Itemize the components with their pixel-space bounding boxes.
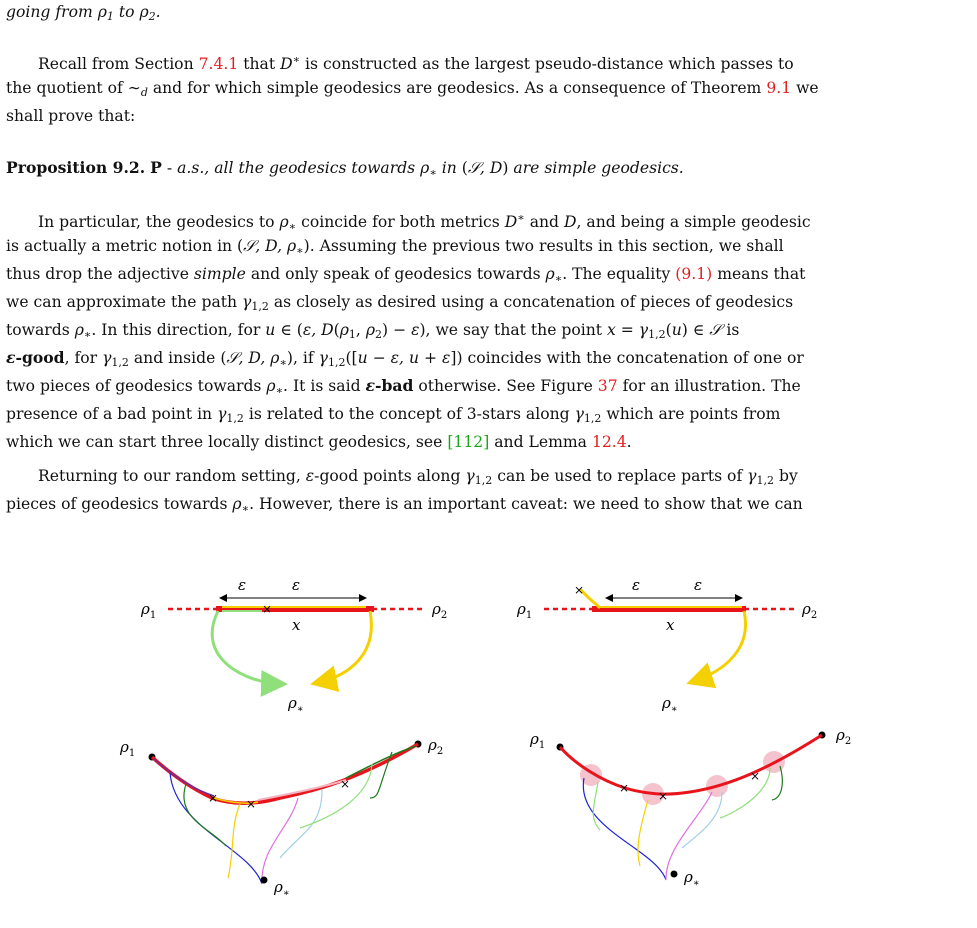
proposition-9-2: Proposition 9.2. P - a.s., all the geodesics towards $\rho_∗$ in (𝒮, D) are simple geodesics.: [6, 158, 684, 179]
geodesic-yellow-b: [692, 611, 746, 682]
label-rho-star-d: $\rho_∗$: [684, 868, 700, 889]
text-line-11: ε-good, for $\gamma_{1,2}$ and inside (𝒮, D, $\rho_∗$), if $\gamma_{1,2}([u - \varepsilon$, u + ε]) coincides with the concatenation of one or: [6, 348, 804, 369]
panel-bad-point: [516, 576, 817, 715]
text-line-14: which we can start three locally distinct geodesics, see [112] and Lemma 12.4.: [6, 433, 632, 451]
cross-x-a: ×: [262, 602, 273, 616]
label-rho2-c: $\rho_2$: [428, 736, 444, 757]
label-eps-left-a: ε: [238, 576, 247, 594]
panel-approximation: [119, 736, 443, 899]
cross-x-b: ×: [574, 583, 585, 597]
section-ref[interactable]: 7.4.1: [198, 55, 239, 73]
cross-1-c: ×: [208, 791, 219, 805]
label-rho1-a: $\rho_1$: [141, 600, 157, 621]
label-rho1-d: $\rho_1$: [530, 730, 546, 751]
label-rho-star-c: $\rho_∗$: [274, 878, 290, 899]
text-line-1: going from $\rho_1$ to $\rho_2$.: [6, 3, 161, 23]
panel-concatenation: [529, 726, 851, 889]
label-rho2-d: $\rho_2$: [836, 726, 852, 747]
label-x-a: x: [292, 616, 301, 634]
text-line-3: the quotient of $\sim_d$ and for which simple geodesics are geodesics. As a consequence of Theorem 9.1 we: [6, 79, 819, 99]
text-line-13: presence of a bad point in $\gamma_{1,2}$ is related to the concept of 3-stars along $\gamma_{1,2}$ which are points from: [6, 405, 781, 425]
label-rho2-a: $\rho_2$: [432, 600, 448, 621]
cross-1-d: ×: [619, 781, 630, 795]
figure-37: [0, 528, 977, 928]
label-rho-star-a: $\rho_∗$: [288, 694, 304, 715]
cross-3-d: ×: [750, 769, 761, 783]
text-line-15: Returning to our random setting, ε-good points along $\gamma_{1,2}$ can be used to replace parts of $\gamma_{1,2}$ by: [38, 467, 798, 487]
panel-good-point: [140, 576, 447, 715]
label-rho2-b: $\rho_2$: [802, 600, 818, 621]
equation-ref[interactable]: (9.1): [675, 265, 713, 283]
text-line-16: pieces of geodesics towards $\rho_∗$. However, there is an important caveat: we need to show that we can: [6, 495, 803, 515]
theorem-ref[interactable]: 9.1: [766, 79, 792, 97]
figure-ref[interactable]: 37: [597, 377, 618, 395]
text-line-8: thus drop the adjective simple and only speak of geodesics towards $\rho_∗$. The equality (9.1) means that: [6, 265, 806, 285]
label-eps-right-b: ε: [694, 576, 703, 594]
lemma-ref[interactable]: 12.4: [591, 433, 627, 451]
label-x-b: x: [666, 616, 675, 634]
text-line-10: towards $\rho_∗$. In this direction, for u ∈ (ε, $D(\rho_1$, $\rho_2) - \varepsilon$), we say that the point $x = \gamma_{1,2}(u)$ ∈ 𝒮 is: [6, 321, 740, 341]
label-eps-left-b: ε: [632, 576, 641, 594]
text-line-4: shall prove that:: [6, 107, 136, 125]
geodesic-yellow-a: [316, 611, 371, 683]
text-line-12: two pieces of geodesics towards $\rho_∗$. It is said ε-bad otherwise. See Figure 37 for an illustration. The: [6, 376, 801, 397]
text-line-6: In particular, the geodesics to $\rho_∗$ coincide for both metrics D∗ and D, and being a simple geodesic: [38, 211, 811, 233]
citation-ref[interactable]: [112]: [447, 433, 490, 451]
text-line-9: we can approximate the path $\gamma_{1,2}$ as closely as desired using a concatenation of pieces of geodesics: [6, 293, 794, 313]
text-line-7: is actually a metric notion in (𝒮, D, $\rho_∗$). Assuming the previous two results in this section, we shall: [6, 237, 784, 257]
label-rho1-b: $\rho_1$: [517, 600, 533, 621]
cross-2-d: ×: [658, 789, 669, 803]
cross-2-c: ×: [246, 797, 257, 811]
geodesic-green-a: [212, 611, 282, 684]
label-eps-right-a: ε: [292, 576, 301, 594]
text-line-2: Recall from Section 7.4.1 that D∗ is constructed as the largest pseudo-distance which passes to: [38, 53, 794, 73]
cross-3-c: ×: [340, 777, 351, 791]
label-rho-star-b: $\rho_∗$: [662, 694, 678, 715]
label-rho1-c: $\rho_1$: [120, 738, 136, 759]
